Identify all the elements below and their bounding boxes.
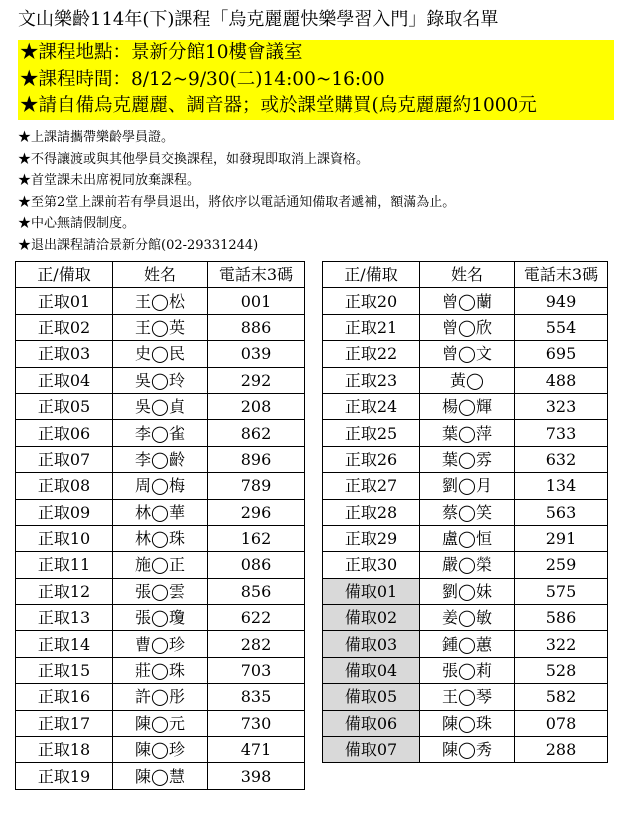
- table-row: [323, 657, 608, 683]
- name-cell: 林◯華: [113, 499, 208, 525]
- table-row: [16, 763, 305, 789]
- name-cell: 蔡◯笑: [420, 499, 515, 525]
- status-cell: 備取07: [323, 737, 420, 763]
- name-cell: 周◯梅: [113, 473, 208, 499]
- status-cell: 正取22: [323, 341, 420, 367]
- name-cell: 史◯民: [113, 341, 208, 367]
- table-row: [323, 737, 608, 763]
- phone-cell: 296: [208, 499, 305, 525]
- phone-cell: 398: [208, 763, 305, 789]
- phone-cell: 695: [515, 341, 608, 367]
- status-cell: 正取13: [16, 605, 113, 631]
- phone-cell: 086: [208, 552, 305, 578]
- table-row: [16, 525, 305, 551]
- table-row: [16, 288, 305, 314]
- column-header-name: 姓名: [420, 262, 515, 288]
- status-cell: 正取02: [16, 314, 113, 340]
- phone-cell: 622: [208, 605, 305, 631]
- name-cell: 王◯英: [113, 314, 208, 340]
- table-row: [16, 737, 305, 763]
- status-cell: 正取03: [16, 341, 113, 367]
- phone-cell: 862: [208, 420, 305, 446]
- table-row: [323, 552, 608, 578]
- status-cell: 正取30: [323, 552, 420, 578]
- status-cell: 正取28: [323, 499, 420, 525]
- status-cell: 正取17: [16, 710, 113, 736]
- phone-cell: 488: [515, 367, 608, 393]
- status-cell: 正取24: [323, 393, 420, 419]
- phone-cell: 563: [515, 499, 608, 525]
- note-item: ★不得讓渡或與其他學員交換課程，如發現即取消上課資格。: [18, 151, 370, 167]
- table-row: [323, 605, 608, 631]
- status-cell: 正取27: [323, 473, 420, 499]
- phone-cell: 886: [208, 314, 305, 340]
- status-cell: 正取23: [323, 367, 420, 393]
- status-cell: 正取14: [16, 631, 113, 657]
- name-cell: 劉◯月: [420, 473, 515, 499]
- name-cell: 陳◯元: [113, 710, 208, 736]
- note-item: ★首堂課未出席視同放棄課程。: [18, 173, 201, 188]
- phone-cell: 001: [208, 288, 305, 314]
- name-cell: 王◯松: [113, 288, 208, 314]
- name-cell: 陳◯珍: [113, 737, 208, 763]
- table-row: [16, 710, 305, 736]
- phone-cell: 288: [515, 737, 608, 763]
- phone-cell: 554: [515, 314, 608, 340]
- course-location: ★課程地點：景新分館10樓會議室: [20, 42, 303, 63]
- roster-body-right: [323, 288, 608, 763]
- name-cell: 曾◯文: [420, 341, 515, 367]
- table-row: [323, 420, 608, 446]
- table-row: [16, 578, 305, 604]
- table-row: [16, 314, 305, 340]
- table-row: [16, 499, 305, 525]
- status-cell: 正取05: [16, 393, 113, 419]
- name-cell: 葉◯雰: [420, 446, 515, 472]
- roster-table-right: [322, 261, 608, 763]
- name-cell: 張◯瓊: [113, 605, 208, 631]
- table-row: [16, 684, 305, 710]
- status-cell: 正取01: [16, 288, 113, 314]
- page-title: 文山樂齡114年(下)課程「烏克麗麗快樂學習入門」錄取名單: [18, 9, 499, 30]
- status-cell: 備取03: [323, 631, 420, 657]
- name-cell: 吳◯貞: [113, 393, 208, 419]
- table-row: [323, 684, 608, 710]
- name-cell: 張◯雲: [113, 578, 208, 604]
- phone-cell: 078: [515, 710, 608, 736]
- name-cell: 李◯雀: [113, 420, 208, 446]
- phone-cell: 162: [208, 525, 305, 551]
- name-cell: 陳◯珠: [420, 710, 515, 736]
- name-cell: 陳◯秀: [420, 737, 515, 763]
- column-header-status: 正/備取: [16, 262, 113, 288]
- course-equipment: ★請自備烏克麗麗、調音器；或於課堂購買(烏克麗麗約1000元: [20, 95, 537, 117]
- name-cell: 莊◯珠: [113, 657, 208, 683]
- table-row: [16, 341, 305, 367]
- table-row: [16, 393, 305, 419]
- name-cell: 楊◯輝: [420, 393, 515, 419]
- name-cell: 李◯齡: [113, 446, 208, 472]
- phone-cell: 582: [515, 684, 608, 710]
- table-row: [323, 393, 608, 419]
- phone-cell: 575: [515, 578, 608, 604]
- table-row: [323, 578, 608, 604]
- phone-cell: 949: [515, 288, 608, 314]
- phone-cell: 134: [515, 473, 608, 499]
- phone-cell: 789: [208, 473, 305, 499]
- phone-cell: 323: [515, 393, 608, 419]
- table-row: [323, 314, 608, 340]
- status-cell: 正取26: [323, 446, 420, 472]
- name-cell: 曾◯蘭: [420, 288, 515, 314]
- status-cell: 備取06: [323, 710, 420, 736]
- phone-cell: 291: [515, 525, 608, 551]
- name-cell: 曹◯珍: [113, 631, 208, 657]
- phone-cell: 259: [515, 552, 608, 578]
- table-row: [323, 367, 608, 393]
- phone-cell: 703: [208, 657, 305, 683]
- name-cell: 許◯彤: [113, 684, 208, 710]
- note-item: ★至第2堂上課前若有學員退出，將依序以電話通知備取者遞補，額滿為止。: [18, 194, 456, 210]
- name-cell: 張◯莉: [420, 657, 515, 683]
- phone-cell: 471: [208, 737, 305, 763]
- phone-cell: 733: [515, 420, 608, 446]
- table-row: [16, 605, 305, 631]
- name-cell: 陳◯慧: [113, 763, 208, 789]
- phone-cell: 282: [208, 631, 305, 657]
- notes-list: [18, 127, 618, 256]
- note-item: ★上課請攜帶樂齡學員證。: [18, 130, 175, 145]
- table-row: [16, 552, 305, 578]
- name-cell: 黃◯: [420, 367, 515, 393]
- note-item: ★中心無請假制度。: [18, 216, 136, 231]
- status-cell: 備取05: [323, 684, 420, 710]
- status-cell: 正取21: [323, 314, 420, 340]
- status-cell: 備取02: [323, 605, 420, 631]
- status-cell: 正取04: [16, 367, 113, 393]
- table-row: [323, 525, 608, 551]
- column-header-name: 姓名: [113, 262, 208, 288]
- status-cell: 正取12: [16, 578, 113, 604]
- status-cell: 正取29: [323, 525, 420, 551]
- status-cell: 正取20: [323, 288, 420, 314]
- table-row: [323, 631, 608, 657]
- phone-cell: 835: [208, 684, 305, 710]
- phone-cell: 322: [515, 631, 608, 657]
- name-cell: 林◯珠: [113, 525, 208, 551]
- note-item: ★退出課程請洽景新分館(02-29331244): [18, 237, 259, 253]
- table-header-row: [323, 262, 608, 288]
- phone-cell: 039: [208, 341, 305, 367]
- phone-cell: 292: [208, 367, 305, 393]
- roster-body-left: [16, 288, 305, 789]
- name-cell: 盧◯恒: [420, 525, 515, 551]
- status-cell: 正取18: [16, 737, 113, 763]
- table-row: [16, 473, 305, 499]
- name-cell: 葉◯萍: [420, 420, 515, 446]
- status-cell: 正取25: [323, 420, 420, 446]
- course-time: ★課程時間：8/12~9/30(二)14:00~16:00: [20, 68, 385, 90]
- course-info-highlight: [18, 40, 614, 120]
- name-cell: 曾◯欣: [420, 314, 515, 340]
- status-cell: 備取01: [323, 578, 420, 604]
- status-cell: 正取11: [16, 552, 113, 578]
- table-header-row: [16, 262, 305, 288]
- column-header-phone: 電話末3碼: [515, 262, 608, 288]
- phone-cell: 208: [208, 393, 305, 419]
- name-cell: 嚴◯榮: [420, 552, 515, 578]
- name-cell: 姜◯敏: [420, 605, 515, 631]
- phone-cell: 856: [208, 578, 305, 604]
- status-cell: 正取16: [16, 684, 113, 710]
- status-cell: 正取08: [16, 473, 113, 499]
- name-cell: 劉◯妹: [420, 578, 515, 604]
- status-cell: 正取09: [16, 499, 113, 525]
- roster-table-left: [15, 261, 305, 790]
- column-header-status: 正/備取: [323, 262, 420, 288]
- table-row: [16, 657, 305, 683]
- phone-cell: 730: [208, 710, 305, 736]
- name-cell: 施◯正: [113, 552, 208, 578]
- name-cell: 王◯琴: [420, 684, 515, 710]
- table-row: [323, 341, 608, 367]
- phone-cell: 528: [515, 657, 608, 683]
- phone-cell: 896: [208, 446, 305, 472]
- status-cell: 正取06: [16, 420, 113, 446]
- name-cell: 吳◯玲: [113, 367, 208, 393]
- status-cell: 正取07: [16, 446, 113, 472]
- table-row: [323, 710, 608, 736]
- table-row: [323, 446, 608, 472]
- status-cell: 備取04: [323, 657, 420, 683]
- table-row: [16, 367, 305, 393]
- status-cell: 正取15: [16, 657, 113, 683]
- phone-cell: 632: [515, 446, 608, 472]
- table-row: [16, 631, 305, 657]
- table-row: [323, 473, 608, 499]
- column-header-phone: 電話末3碼: [208, 262, 305, 288]
- table-row: [16, 420, 305, 446]
- name-cell: 鍾◯蕙: [420, 631, 515, 657]
- status-cell: 正取19: [16, 763, 113, 789]
- table-row: [323, 499, 608, 525]
- phone-cell: 586: [515, 605, 608, 631]
- table-row: [323, 288, 608, 314]
- table-row: [16, 446, 305, 472]
- status-cell: 正取10: [16, 525, 113, 551]
